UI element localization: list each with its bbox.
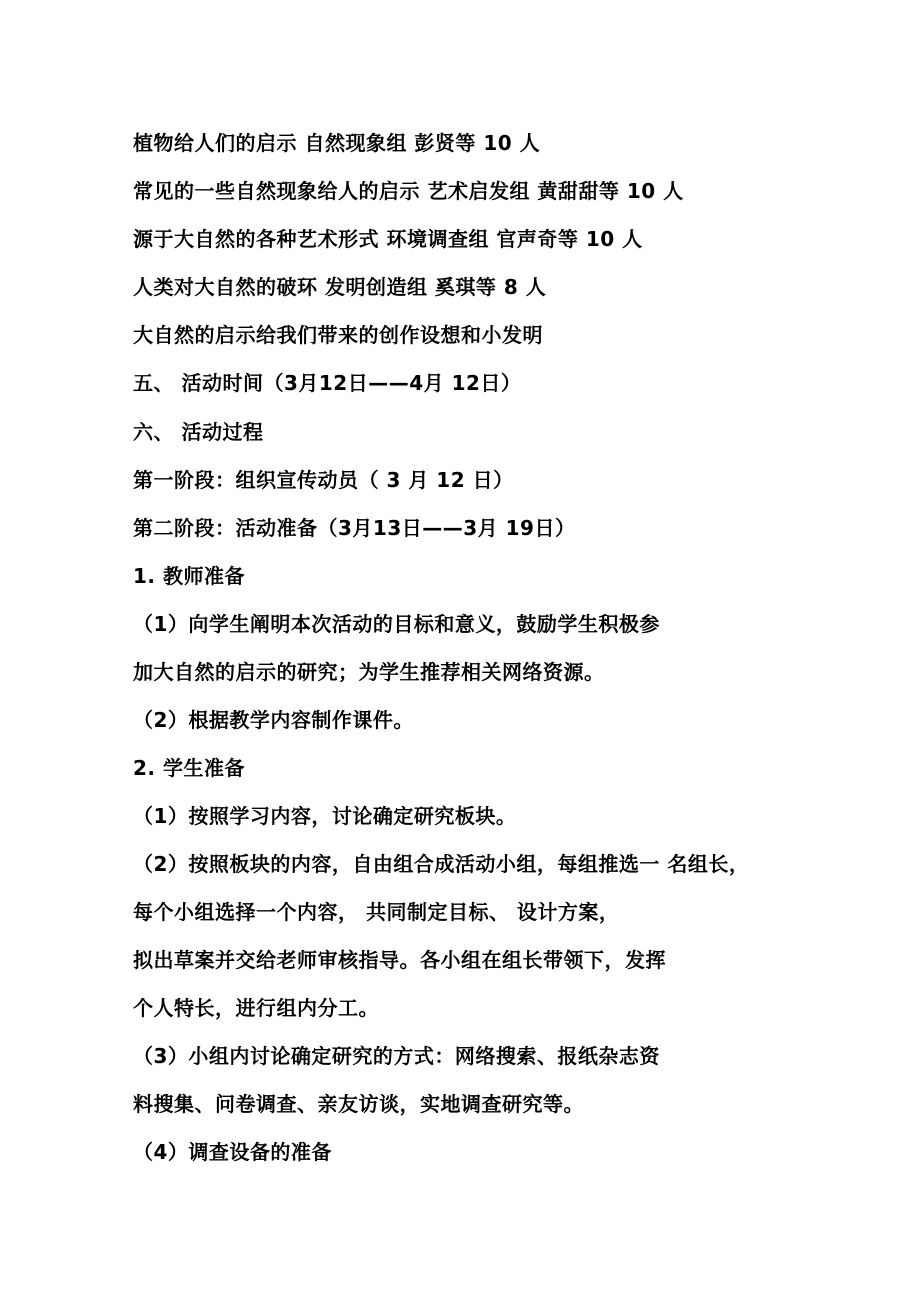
text-line-3: 源于大自然的各种艺术形式 环境调查组 官声奇等 10 人 [133,227,643,251]
text-line-15: （1）按照学习内容，讨论确定研究板块。 [133,804,517,828]
section-heading-5: 五、 活动时间（3月12日——4月 12日） [133,371,522,395]
section-heading-6: 六、 活动过程 [133,420,264,444]
stage-2-line: 第二阶段：活动准备（3月13日——3月 19日） [133,516,576,540]
text-line-17: 每个小组选择一个内容， 共同制定目标、 设计方案， [133,900,620,924]
teacher-prep-heading: 1. 教师准备 [133,564,245,588]
text-line-18: 拟出草案并交给老师审核指导。各小组在组长带领下，发挥 [133,948,666,972]
stage-1-line: 第一阶段：组织宣传动员（ 3 月 12 日） [133,468,514,492]
text-line-21: 料搜集、问卷调查、亲友访谈，实地调查研究等。 [133,1092,584,1116]
text-line-1: 植物给人们的启示 自然现象组 彭贤等 10 人 [133,131,541,155]
student-prep-heading: 2. 学生准备 [133,756,245,780]
text-line-16: （2）按照板块的内容，自由组合成活动小组，每组推选一 名组长， [133,852,750,876]
text-line-2: 常见的一些自然现象给人的启示 艺术启发组 黄甜甜等 10 人 [133,179,684,203]
text-line-13: （2）根据教学内容制作课件。 [133,708,414,732]
text-line-5: 大自然的启示给我们带来的创作设想和小发明 [133,323,543,347]
text-line-11: （1）向学生阐明本次活动的目标和意义，鼓励学生积极参 [133,612,660,636]
text-line-19: 个人特长，进行组内分工。 [133,996,379,1020]
text-line-12: 加大自然的启示的研究；为学生推荐相关网络资源。 [133,660,605,684]
text-line-4: 人类对大自然的破环 发明创造组 奚琪等 8 人 [133,275,547,299]
text-line-20: （3）小组内讨论确定研究的方式：网络搜索、报纸杂志资 [133,1044,660,1068]
text-line-22: （4）调查设备的准备 [133,1140,332,1164]
